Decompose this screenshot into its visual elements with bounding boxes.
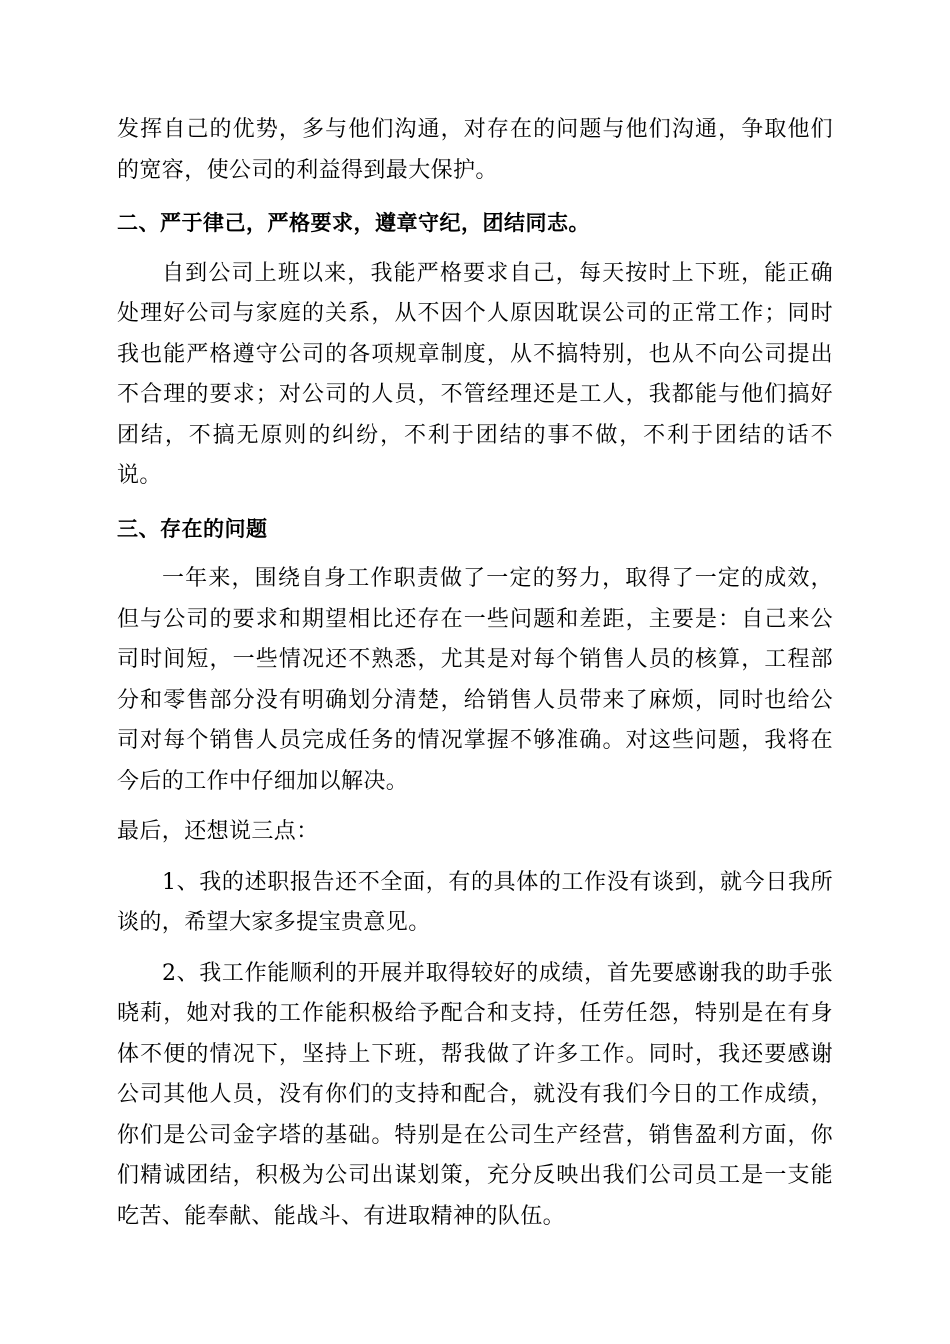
paragraph-continued: 发挥自己的优势，多与他们沟通，对存在的问题与他们沟通，争取他们的宽容，使公司的利益得到最大保护。 [117,117,833,183]
section-heading-3: 三、存在的问题 [117,516,268,541]
paragraph-discipline: 自到公司上班以来，我能严格要求自己，每天按时上下班，能正确处理好公司与家庭的关系，从不因个人原因耽误公司的正常工作；同时我也能严格遵守公司的各项规章制度，从不搞特别，也从不向公司提出不合理的要求；对公司的人员，不管经理还是工人，我都能与他们搞好团结，不搞无原则的纠纷，不利于团结的事不做，不利于团结的话不说。 [117,260,833,488]
paragraph-problems: 一年来，围绕自身工作职责做了一定的努力，取得了一定的成效，但与公司的要求和期望相比还存在一些问题和差距，主要是：自己来公司时间短，一些情况还不熟悉，尤其是对每个销售人员的核算，工程部分和零售部分没有明确划分清楚，给销售人员带来了麻烦，同时也给公司对每个销售人员完成任务的情况掌握不够准确。对这些问题，我将在今后的工作中仔细加以解决。 [117,566,833,794]
paragraph-point-1: 1、我的述职报告还不全面，有的具体的工作没有谈到，就今日我所谈的，希望大家多提宝贵意见。 [117,869,833,935]
paragraph-point-2: 2、我工作能顺利的开展并取得较好的成绩，首先要感谢我的助手张晓莉，她对我的工作能积极给予配合和支持，任劳任怨，特别是在有身体不便的情况下，坚持上下班，帮我做了许多工作。同时，我还要感谢公司其他人员，没有你们的支持和配合，就没有我们今日的工作成绩，你们是公司金字塔的基础。特别是在公司生产经营，销售盈利方面，你们精诚团结，积极为公司出谋划策，充分反映出我们公司员工是一支能吃苦、能奉献、能战斗、有进取精神的队伍。 [117,960,833,1229]
paragraph-closing-intro: 最后，还想说三点： [117,819,319,844]
section-heading-2: 二、严于律己，严格要求，遵章守纪，团结同志。 [117,211,590,235]
document-body [117,110,833,1237]
